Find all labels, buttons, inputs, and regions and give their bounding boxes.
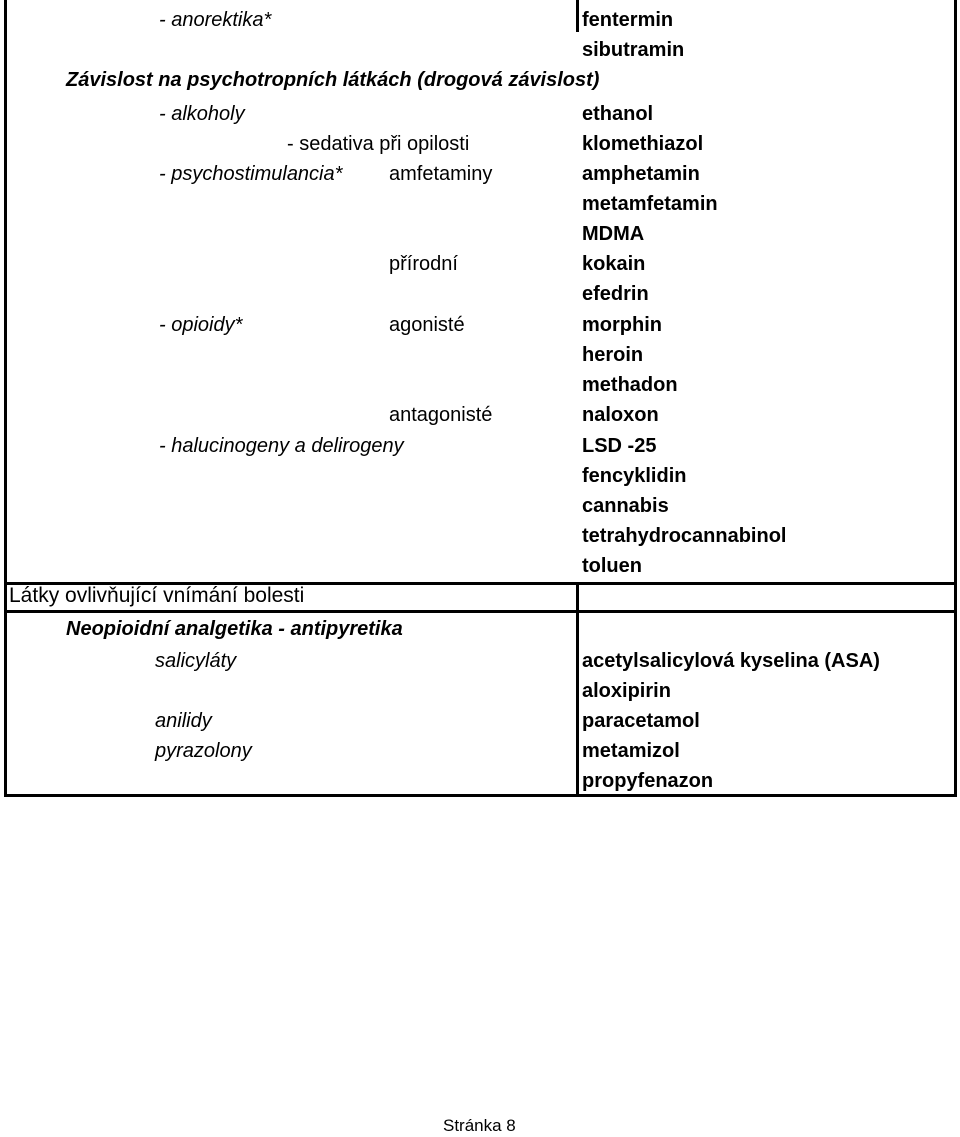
category-label: - opioidy* [159, 314, 243, 336]
drug-name: metamizol [582, 740, 680, 762]
column-divider-section [576, 582, 579, 797]
category-label: - alkoholy [159, 103, 245, 125]
category-label: - psychostimulancia* [159, 163, 343, 185]
drug-name: kokain [582, 253, 646, 275]
drug-name: propyfenazon [582, 770, 714, 792]
drug-name: fentermin [582, 9, 674, 31]
category-label: pyrazolony [155, 740, 252, 762]
drug-name: amphetamin [582, 163, 700, 185]
drug-name: klomethiazol [582, 133, 704, 155]
category-label: - anorektika* [159, 9, 272, 31]
table-bottom-rule [4, 794, 957, 797]
subcategory-label: antagonisté [389, 404, 493, 426]
drug-name: methadon [582, 374, 678, 396]
section-heading: Látky ovlivňující vnímání bolesti [9, 584, 305, 607]
column-divider-top [576, 0, 579, 32]
category-label: - halucinogeny a delirogeny [159, 435, 404, 457]
subcategory-label: agonisté [389, 314, 465, 336]
category-label: salicyláty [155, 650, 237, 672]
drug-name: heroin [582, 344, 644, 366]
drug-name: LSD -25 [582, 435, 657, 457]
table-right-border [954, 0, 957, 797]
drug-name: acetylsalicylová kyselina (ASA) [582, 650, 880, 672]
drug-name: efedrin [582, 283, 649, 305]
category-label: anilidy [155, 710, 212, 732]
subcategory-label: přírodní [389, 253, 458, 275]
table-left-border [4, 0, 7, 797]
group-heading: Závislost na psychotropních látkách (drogová závislost) [66, 69, 600, 91]
subcategory-label: amfetaminy [389, 163, 493, 185]
drug-name: aloxipirin [582, 680, 671, 702]
group-heading: Neopioidní analgetika - antipyretika [66, 618, 403, 640]
drug-name: cannabis [582, 495, 669, 517]
drug-name: sibutramin [582, 39, 685, 61]
drug-name: morphin [582, 314, 662, 336]
drug-name: ethanol [582, 103, 654, 125]
drug-name: MDMA [582, 223, 645, 245]
drug-name: naloxon [582, 404, 659, 426]
drug-name: fencyklidin [582, 465, 687, 487]
drug-name: metamfetamin [582, 193, 718, 215]
page-number: Stránka 8 [443, 1116, 516, 1135]
drug-name: tetrahydrocannabinol [582, 525, 787, 547]
drug-name: paracetamol [582, 710, 700, 732]
subcategory-label: - sedativa při opilosti [287, 133, 470, 155]
drug-name: toluen [582, 555, 642, 577]
